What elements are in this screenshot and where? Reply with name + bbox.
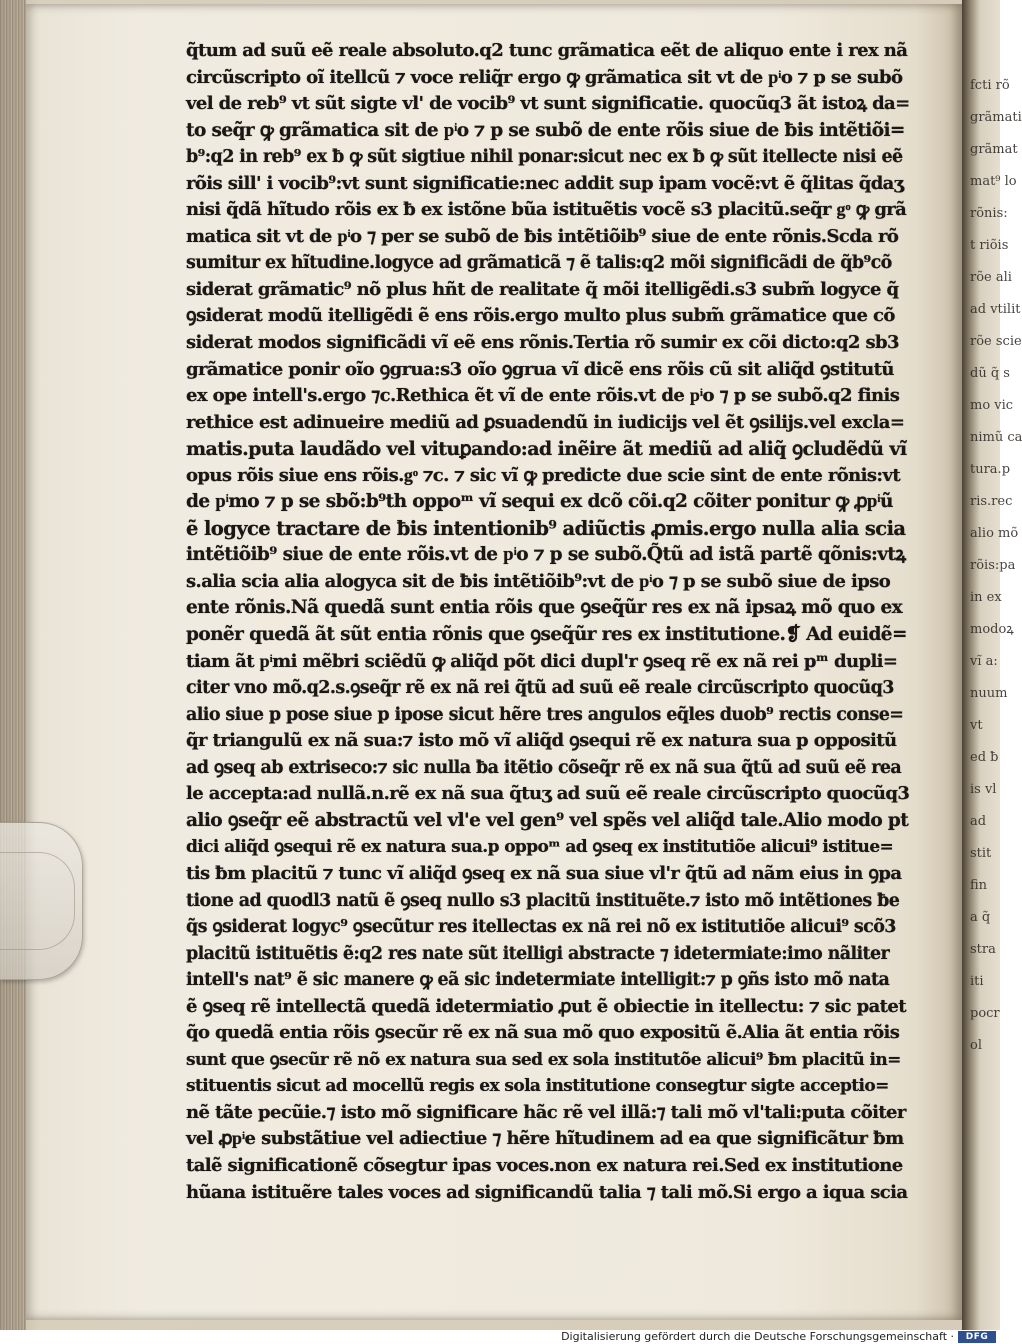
adjacent-text-line: alio mõ [970,526,1019,541]
page-tab-stripe [0,852,75,950]
adjacent-page-text [970,70,1022,1090]
adjacent-text-line: vt [970,718,983,733]
text-line: ente rõnis.Nã quedã sunt entia rõis que ꝯseq̃ũr res ex nã ipsaꝝ mõ quo ex [186,597,903,619]
adjacent-text-line: rõnis: [970,206,1008,221]
book-page-edges [0,0,26,1330]
text-line: q̃o quedã entia rõis ꝯsecũr rẽ ex nã sua mõ quo expositũ ẽ.Alia ãt entia rõis [186,1022,900,1044]
adjacent-text-line: fin [970,878,988,893]
text-line: rethice est adinueire mediũ ad ꝑsuadendũ in iudicijs vel ẽt ꝯsilijs.vel excla= [186,411,905,433]
text-line: intẽtiõib⁹ siue de ente rõis.vt de pͥo ⁊ p se subõ.Q̃tũ ad istã partẽ qõnis:vtꝝ [186,544,906,566]
dfg-logo: DFG [958,1331,996,1343]
adjacent-text-line: rõis:pa [970,558,1016,573]
text-line: vel ꝓpͥe substãtiue vel adiectiue ⁊ hẽre hĩtudinem ad ea que significãtur ƀm [186,1128,904,1150]
text-line: q̃s ꝯsiderat logyc⁹ ꝯsecũtur res itellectas ex nã rei nõ ex istitutiõe alicui⁹ scõ3 [186,917,896,938]
footer-bar [0,1330,1000,1344]
text-line: matica sit vt de pͥo ⁊ per se subõ de ƀis intẽtiõib⁹ siue de ente rõnis.Scda rõ [186,225,899,247]
text-line: tis ƀm placitũ ⁊ tunc vĩ aliq̃d ꝯseq ex nã sua siue vl'r q̃tũ ad nãm eius in ꝯpa [186,862,902,884]
adjacent-text-line: ol [970,1038,982,1053]
adjacent-text-line: nimũ ca [970,430,1022,445]
text-line: vel de reb⁹ vt sũt sigte vl' de vocib⁹ vt sunt significatie. quocũq3 ãt istoꝝ da= [186,93,910,115]
text-line: placitũ istituẽtis ẽ:q2 res nate sũt itelligi abstracte ⁊ idetermiate:imo nãliter [186,943,890,964]
text-line: ẽ ꝯseq rẽ intellectã quedã idetermiatio ꝓut ẽ obiectie in itellectu: ⁊ sic patet [186,995,906,1017]
text-line: de pͥmo ⁊ p se sbõ:b⁹th oppoᵐ vĩ sequi ex dcõ cõi.q2 cõiter ponitur ꝙ ꝓpͥũ [186,491,893,513]
text-line: ẽ logyce tractare de ƀis intentionib⁹ adiũctis ꝓmis.ergo nulla alia scia [186,516,906,540]
text-line: citer vno mõ.q2.s.ꝯseq̃r rẽ ex nã rei q̃tũ ad suũ eẽ reale circũscripto quocũq3 [186,678,894,699]
adjacent-text-line: ed ƀ [970,750,999,765]
adjacent-text-line: rõe ali [970,270,1012,285]
page-text [186,38,910,1206]
text-line: to seq̃r ꝙ grãmatica sit de pͥo ⁊ p se subõ de ente rõis siue de ƀis intẽtiõi= [186,119,905,141]
text-line: siderat grãmatic⁹ nõ plus hñt de realitate q̃ mõi itelligẽdi.s3 subm̃ logyce q̃ [186,278,899,300]
adjacent-text-line: rõe scie [970,334,1022,349]
text-line: stituentis sicut ad mocellũ regis ex sola institutione consegtur sigte acceptio= [186,1076,889,1097]
adjacent-text-line: stra [970,942,996,957]
text-line: alio siue p pose siue p ipose sicut hẽre tres angulos eq̃les duob⁹ rectis conse= [186,704,904,725]
adjacent-text-line: ad vtilit [970,302,1021,317]
adjacent-text-line: stit [970,846,992,861]
adjacent-text-line: grãmati [970,110,1022,125]
adjacent-text-line: tura.p [970,462,1011,477]
adjacent-text-line: mat⁹ lo [970,174,1017,189]
adjacent-text-line: iti [970,974,984,989]
text-line: dici aliq̃d ꝯsequi rẽ ex natura sua.p oppoᵐ ad ꝯseq ex institutiõe alicui⁹ istitue= [186,837,894,858]
adjacent-text-line: ad [970,814,987,829]
adjacent-text-line: mo vic [970,398,1014,413]
text-line: hũana istituẽre tales voces ad significandũ talia ⁊ tali mõ.Si ergo a iqua scia [186,1181,908,1203]
text-line: intell's nat⁹ ẽ sic manere ꝙ eã sic indetermiate intelligit:⁊ p ꝯñs isto mõ nata [186,970,890,991]
adjacent-text-line: grãmat [970,142,1018,157]
text-line: s.alia scia alia alogyca sit de ƀis intẽtiõib⁹:vt de pͥo ⁊ p se subõ siue de ipso [186,570,891,592]
text-line: ponẽr quedã ãt sũt entia rõnis que ꝯseq̃ũr res ex institutione.❡ Ad euidẽ= [186,624,907,646]
text-line: ꝯsiderat modũ itelligẽdi ẽ ens rõis.ergo multo plus subm̃ grãmatice que cõ [186,305,895,327]
adjacent-text-line: pocr [970,1006,1000,1021]
adjacent-text-line: a q̃ [970,910,991,925]
text-line: matis.puta laudãdo vel vituꝑando:ad inẽire ãt mediũ ad aliq̃ ꝯcludẽdũ vĩ [186,438,907,461]
text-line: ad ꝯseq ab extriseco:⁊ sic nulla ƀa itẽtio cõseq̃r rẽ ex nã sua q̃tũ ad suũ eẽ rea [186,757,902,778]
text-line: alio ꝯseq̃r eẽ abstractũ vel vl'e vel gen⁹ vel spẽs vel aliq̃d tale.Alio modo pt [186,809,909,831]
text-line: tiam ãt pͥmi mẽbri sciẽdũ ꝙ aliq̃d põt dici dupl'r ꝯseq rẽ ex nã rei pᵐ dupli= [186,650,898,672]
text-line: q̃r triangulũ ex nã sua:⁊ isto mõ vĩ aliq̃d ꝯsequi rẽ ex natura sua p oppositũ [186,730,897,752]
text-line: circũscripto oĩ itellcũ ⁊ voce reliq̃r ergo ꝙ grãmatica sit vt de pͥo ⁊ p se subõ [186,66,903,88]
adjacent-text-line: nuum [970,686,1008,701]
text-line: b⁹:q2 in reb⁹ ex ƀ ꝙ sũt sigtiue nihil ponar:sicut nec ex ƀ ꝙ sũt itellecte nisi eẽ [186,147,903,168]
text-line: opus rõis siue ens rõis.gͦ ⁊c. ⁊ sic vĩ ꝙ predicte due scie sint de ente rõnis:vt [186,464,901,486]
adjacent-text-line: modoꝝ [970,622,1014,637]
text-line: tione ad quodl3 natũ ẽ ꝯseq nullo s3 placitũ instituẽte.⁊ isto mõ intẽtiones ƀe [186,890,900,911]
adjacent-text-line: t riõis [970,238,1009,253]
adjacent-text-line: is vl [970,782,997,797]
text-line: talẽ significationẽ cõsegtur ipas voces.non ex natura rei.Sed ex institutione [186,1154,903,1176]
adjacent-text-line: in ex [970,590,1002,605]
text-line: rõis sill' i vocib⁹:vt sunt significatie:nec addit sup ipam vocẽ:vt ẽ q̃litas q̃daʒ [186,172,904,194]
text-line: le accepta:ad nullã.n.rẽ ex nã sua q̃tuʒ ad suũ eẽ reale circũscripto quocũq3 [186,783,910,805]
text-line: sunt que ꝯsecũr rẽ nõ ex natura sua sed ex sola institutõe alicui⁹ ƀm placitũ in= [186,1049,901,1070]
text-line: ex ope intell's.ergo ⁊c.Rethica ẽt vĩ de ente rõis.vt de pͥo ⁊ p se subõ.q2 finis [186,385,900,407]
adjacent-text-line: fcti rõ [970,78,1010,93]
text-line: nẽ tãte pecũie.⁊ isto mõ significare hãc rẽ vel illã:⁊ tali mõ vl'tali:puta cõiter [186,1101,906,1123]
text-line: q̃tum ad suũ eẽ reale absoluto.q2 tunc grãmatica eẽt de aliquo ente i rex nã [186,40,908,61]
footer-credit: Digitalisierung gefördert durch die Deutsche Forschungsgemeinschaft · [561,1330,954,1343]
text-line: sumitur ex hĩtudine.logyce ad grãmaticã ⁊ ẽ talis:q2 mõi significãdi de q̃b⁹cõ [186,253,892,274]
text-line: nisi q̃dã hĩtudo rõis ex ƀ ex istõne bũa istituẽtis vocẽ s3 placitũ.seq̃r gͦ ꝙ grã [186,199,907,221]
adjacent-text-line: dũ q̃ s [970,366,1010,381]
adjacent-text-line: vĩ a: [970,654,998,669]
text-line: siderat modos significãdi vĩ eẽ ens rõnis.Tertia rõ sumir ex cõi dicto:q2 sb3 [186,332,899,354]
text-line: grãmatice ponir oĩo ꝯgrua:s3 oĩo ꝯgrua vĩ dicẽ ens rõis cũ sit aliq̃d ꝯstitutũ [186,358,894,380]
adjacent-text-line: ris.rec [970,494,1013,509]
